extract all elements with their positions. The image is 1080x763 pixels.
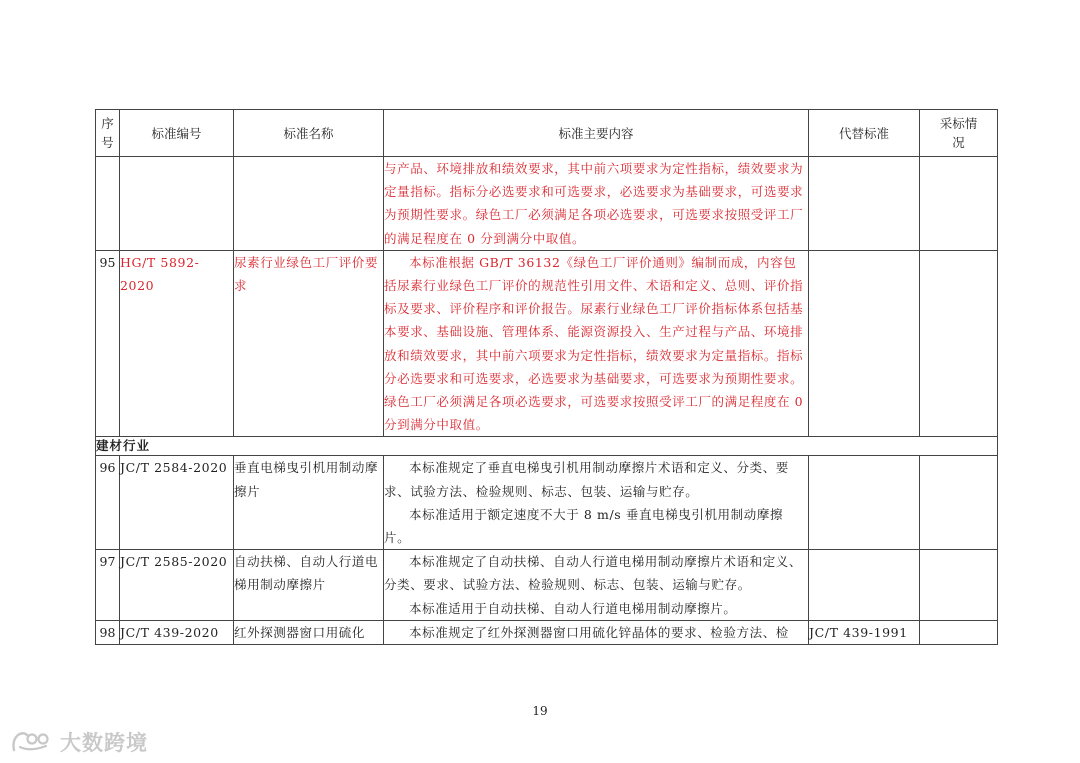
header-no: 序号 bbox=[96, 110, 120, 157]
row-adopt bbox=[920, 456, 998, 550]
header-code: 标准编号 bbox=[120, 110, 234, 157]
header-adopt: 采标情况 bbox=[920, 110, 998, 157]
content-paragraph: 本标准适用于自动扶梯、自动人行道电梯用制动摩擦片。 bbox=[409, 600, 737, 616]
content-paragraph: 本标准根据 GB/T 36132《绿色工厂评价通则》编制而成，内容包括尿素行业绿色工厂评价的规范性引用文件、术语和定义、总则、评价指标及要求、评价程序和评价报告。尿素行业绿色工厂评价指标体系包括基本要求、基础设施、管理体系、能源资源投入、生产过程与产品、环境排放和绩效要求，其中前六项要求为定性指标，绩效要求为定量指标。指标分必选要求和可选要求，必选要求为基础要求，可选要求为预期性要求。绿色工厂必须满足各项必选要求，可选要求按照受评工厂的满足程度在 0 分到满分中取值。 bbox=[384, 254, 804, 433]
row-code bbox=[120, 157, 234, 251]
watermark-logo-icon bbox=[10, 730, 56, 754]
content-paragraph: 与产品、环境排放和绩效要求，其中前六项要求为定性指标，绩效要求为定量指标。指标分必选要求和可选要求，必选要求为基础要求，可选要求为预期性要求。绿色工厂必须满足各项必选要求，可选要求按照受评工厂的满足程度在 0 分到满分中取值。 bbox=[384, 161, 804, 246]
row-no bbox=[96, 157, 120, 251]
table-row bbox=[96, 550, 998, 621]
table-row bbox=[96, 456, 998, 550]
row-content bbox=[384, 620, 809, 644]
section-row bbox=[96, 437, 998, 456]
row-code: JC/T 2584-2020 bbox=[120, 456, 234, 550]
page-number: 19 bbox=[532, 704, 548, 718]
watermark bbox=[10, 729, 148, 755]
header-name: 标准名称 bbox=[234, 110, 384, 157]
row-adopt bbox=[920, 620, 998, 644]
row-content bbox=[384, 550, 809, 621]
row-code: JC/T 2585-2020 bbox=[120, 550, 234, 621]
row-replace: JC/T 439-1991 bbox=[809, 620, 920, 644]
row-name: 垂直电梯曳引机用制动摩擦片 bbox=[234, 456, 384, 550]
watermark-text: 大数跨境 bbox=[60, 731, 148, 755]
row-name: 自动扶梯、自动人行道电梯用制动摩擦片 bbox=[234, 550, 384, 621]
row-name: 尿素行业绿色工厂评价要求 bbox=[234, 250, 384, 437]
row-replace bbox=[809, 250, 920, 437]
row-no: 98 bbox=[96, 620, 120, 644]
row-no: 96 bbox=[96, 456, 120, 550]
section-heading: 建材行业 bbox=[96, 437, 998, 456]
row-adopt bbox=[920, 157, 998, 251]
table-row bbox=[96, 250, 998, 437]
content-paragraph: 本标准规定了自动扶梯、自动人行道电梯用制动摩擦片术语和定义、分类、要求、试验方法、检验规则、标志、包装、运输与贮存。 bbox=[384, 554, 803, 593]
table-row bbox=[96, 620, 998, 644]
table-row bbox=[96, 157, 998, 251]
row-replace bbox=[809, 157, 920, 251]
row-content bbox=[384, 157, 809, 251]
content-paragraph: 本标准规定了垂直电梯曳引机用制动摩擦片术语和定义、分类、要求、试验方法、检验规则、标志、包装、运输与贮存。 bbox=[384, 460, 789, 499]
header-replace: 代替标准 bbox=[809, 110, 920, 157]
table-header-row bbox=[96, 110, 998, 157]
header-content: 标准主要内容 bbox=[384, 110, 809, 157]
row-code: JC/T 439-2020 bbox=[120, 620, 234, 644]
row-replace bbox=[809, 456, 920, 550]
row-name bbox=[234, 157, 384, 251]
row-no: 95 bbox=[96, 250, 120, 437]
row-content bbox=[384, 250, 809, 437]
row-content bbox=[384, 456, 809, 550]
row-name: 红外探测器窗口用硫化 bbox=[234, 620, 384, 644]
standards-table bbox=[95, 109, 998, 645]
row-no: 97 bbox=[96, 550, 120, 621]
content-paragraph: 本标准适用于额定速度不大于 8 m/s 垂直电梯曳引机用制动摩擦片。 bbox=[384, 506, 784, 546]
row-replace bbox=[809, 550, 920, 621]
row-adopt bbox=[920, 250, 998, 437]
row-adopt bbox=[920, 550, 998, 621]
row-code: HG/T 5892-2020 bbox=[120, 250, 234, 437]
content-paragraph: 本标准规定了红外探测器窗口用硫化锌晶体的要求、检验方法、检 bbox=[409, 624, 789, 640]
